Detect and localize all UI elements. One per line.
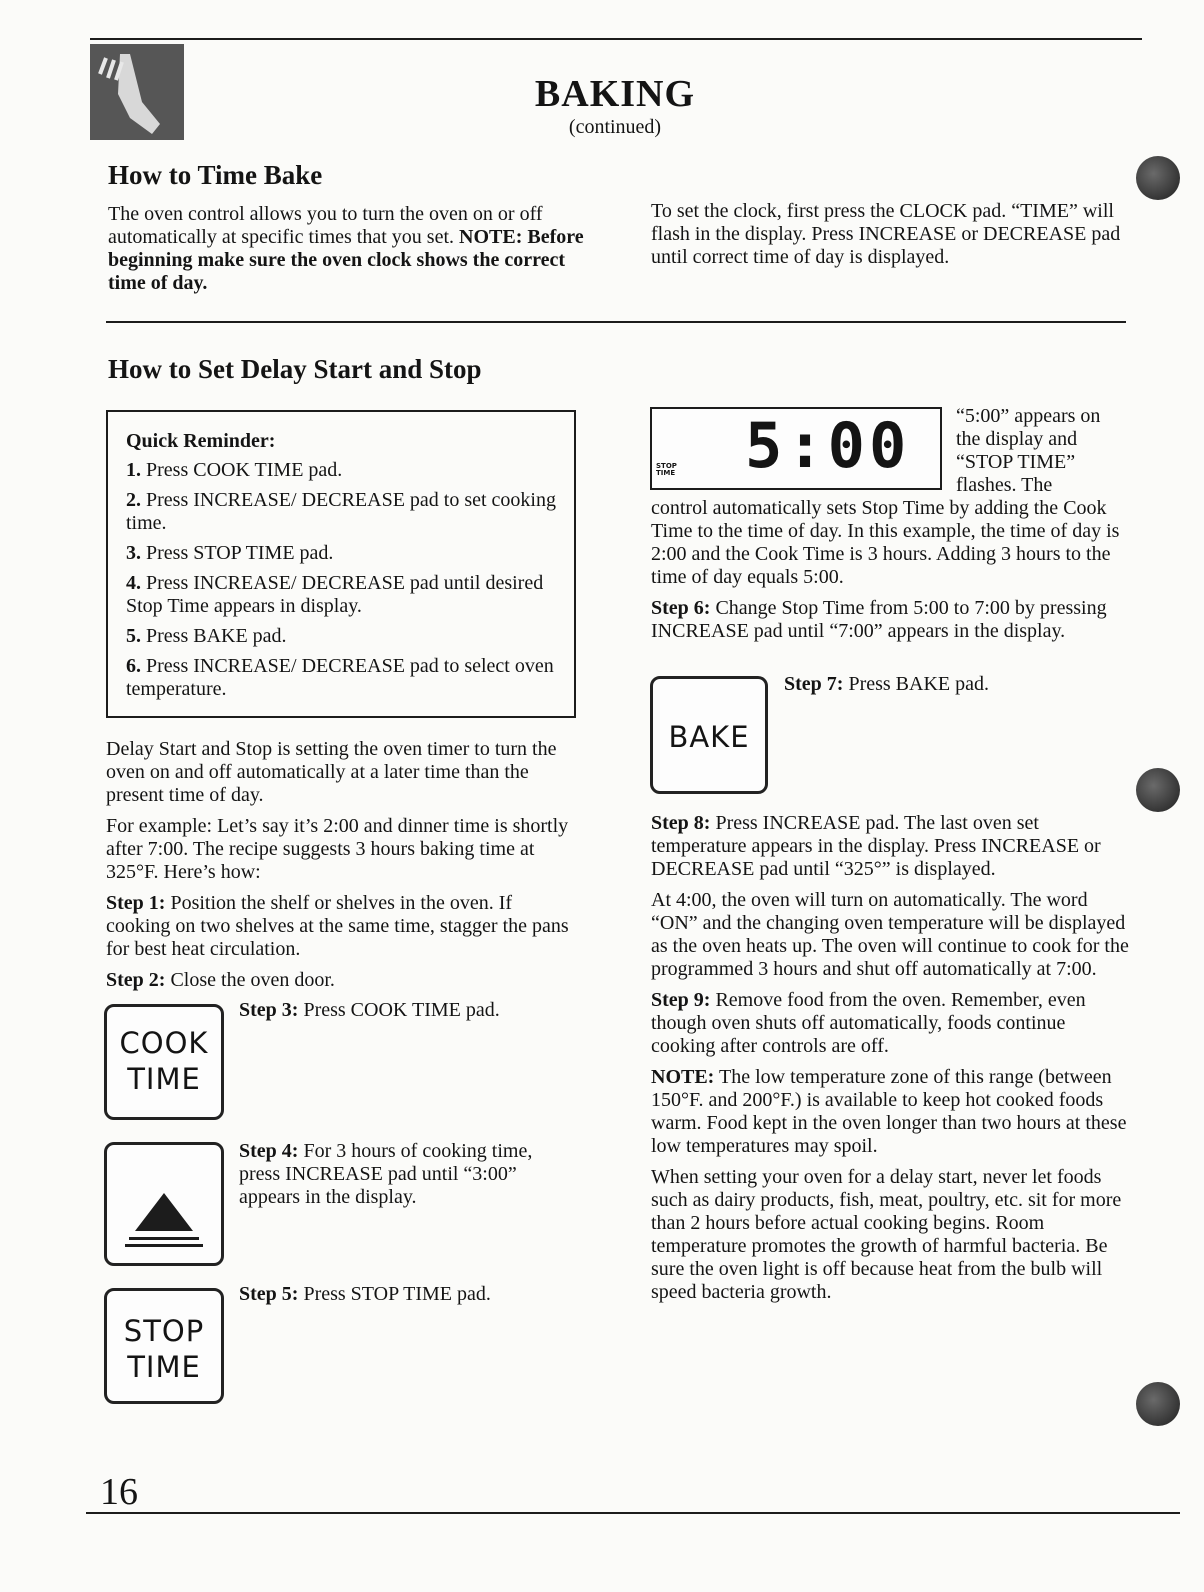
cook-time-pad: COOK TIME: [104, 1004, 224, 1120]
time-bake-intro: [108, 203, 588, 295]
reminder-item: 3. Press STOP TIME pad.: [126, 542, 334, 564]
quick-reminder-box: [106, 410, 576, 718]
display-readout: 5:00: [745, 409, 911, 482]
top-rule: [90, 38, 1142, 40]
binder-hole-icon: [1136, 1382, 1180, 1426]
page-number: 16: [100, 1471, 138, 1513]
section-heading-delay: How to Set Delay Start and Stop: [108, 354, 482, 384]
delay-example: For example: Let’s say it’s 2:00 and dinner time is shortly after 7:00. The recipe suggests 3 hours baking time at 325°F. Here’s how:: [106, 815, 569, 883]
bottom-rule: [86, 1512, 1180, 1514]
step-1: Step 1: Position the shelf or shelves in the oven. If cooking on two shelves at the same time, stagger the pans for best heat circulation.: [106, 892, 569, 960]
reminder-item: 6. Press INCREASE/ DECREASE pad to select oven temperature.: [126, 655, 554, 700]
hand-pointer-icon: [90, 44, 184, 140]
section-heading-time-bake: How to Time Bake: [108, 160, 323, 190]
delay-definition: Delay Start and Stop is setting the oven timer to turn the oven on and off automatically at a later time than the present time of day.: [106, 738, 557, 806]
section-divider: [106, 321, 1126, 323]
step-8: Step 8: Press INCREASE pad. The last oven set temperature appears in the display. Press INCREASE or DECREASE pad until “325°” is displayed.: [651, 812, 1101, 880]
low-temp-note: NOTE: The low temperature zone of this range (between 150°F. and 200°F.) is available to keep hot cooked foods warm. Food kept in the oven longer than two hours at these low temperatures may spoil.: [651, 1066, 1127, 1157]
triangle-up-icon: [107, 1145, 221, 1263]
reminder-title: Quick Reminder:: [126, 430, 276, 452]
step-9: Step 9: Remove food from the oven. Remember, even though oven shuts off automatically, foods continue cooking after controls are off.: [651, 989, 1086, 1057]
page-subtitle: (continued): [568, 116, 662, 138]
step-6: Step 6: Change Stop Time from 5:00 to 7:00 by pressing INCREASE pad until “7:00” appears in the display.: [651, 597, 1107, 642]
reminder-item: 2. Press INCREASE/ DECREASE pad to set cooking time.: [126, 489, 556, 534]
left-column-text: [106, 738, 581, 1000]
display-explanation: control automatically sets Stop Time by adding the Cook Time to the time of day. In this example, the time of day is 2:00 and the Cook Time is 3 hours. Adding 3 hours to the time of day equals 5:00.: [651, 497, 1120, 588]
step-4: Step 4: For 3 hours of cooking time, press INCREASE pad until “3:00” appears in the display.: [239, 1140, 533, 1208]
increase-pad: [104, 1142, 224, 1266]
step-2: Step 2: Close the oven door.: [106, 969, 335, 991]
reminder-list: [126, 459, 556, 701]
reminder-item: 1. Press COOK TIME pad.: [126, 459, 343, 481]
display-caption: “5:00” appears on the display and “STOP TIME” flashes. The: [956, 405, 1101, 496]
food-safety-warning: When setting your oven for a delay start, never let foods such as dairy products, fish, meat, poultry, etc. sit for more than 2 hours before actual cooking begins. Room temperature promotes the growth of harmful bacteria. Be sure the oven light is off because heat from the bulb will speed bacteria growth.: [651, 1166, 1122, 1303]
bake-pad: BAKE: [650, 676, 768, 794]
reminder-item: 5. Press BAKE pad.: [126, 625, 287, 647]
step-7: Step 7: Press BAKE pad.: [784, 673, 989, 695]
clock-instructions: To set the clock, first press the CLOCK pad. “TIME” will flash in the display. Press INCREASE or DECREASE pad until correct time of day is displayed.: [651, 200, 1121, 268]
right-column-text: [651, 497, 1131, 651]
binder-hole-icon: [1136, 156, 1180, 200]
step-5: Step 5: Press STOP TIME pad.: [239, 1283, 491, 1305]
auto-on-explanation: At 4:00, the oven will turn on automatically. The word “ON” and the changing oven temperature will be displayed as the oven heats up. The oven will continue to cook for the programmed 3 hours and shut off automatically at 7:00.: [651, 889, 1129, 980]
step-3: Step 3: Press COOK TIME pad.: [239, 999, 500, 1021]
binder-hole-icon: [1136, 768, 1180, 812]
clock-note: NOTE: Before beginning make sure the oven clock shows the correct time of day.: [108, 226, 584, 294]
intro-text: The oven control allows you to turn the oven on or off automatically at specific times that you set.: [108, 203, 543, 248]
right-column-lower: [651, 812, 1131, 1312]
display-stop-time-indicator: STOP TIME: [656, 462, 677, 477]
stop-time-pad: STOP TIME: [104, 1288, 224, 1404]
reminder-item: 4. Press INCREASE/ DECREASE pad until desired Stop Time appears in display.: [126, 572, 544, 617]
page-title: BAKING: [534, 73, 696, 115]
